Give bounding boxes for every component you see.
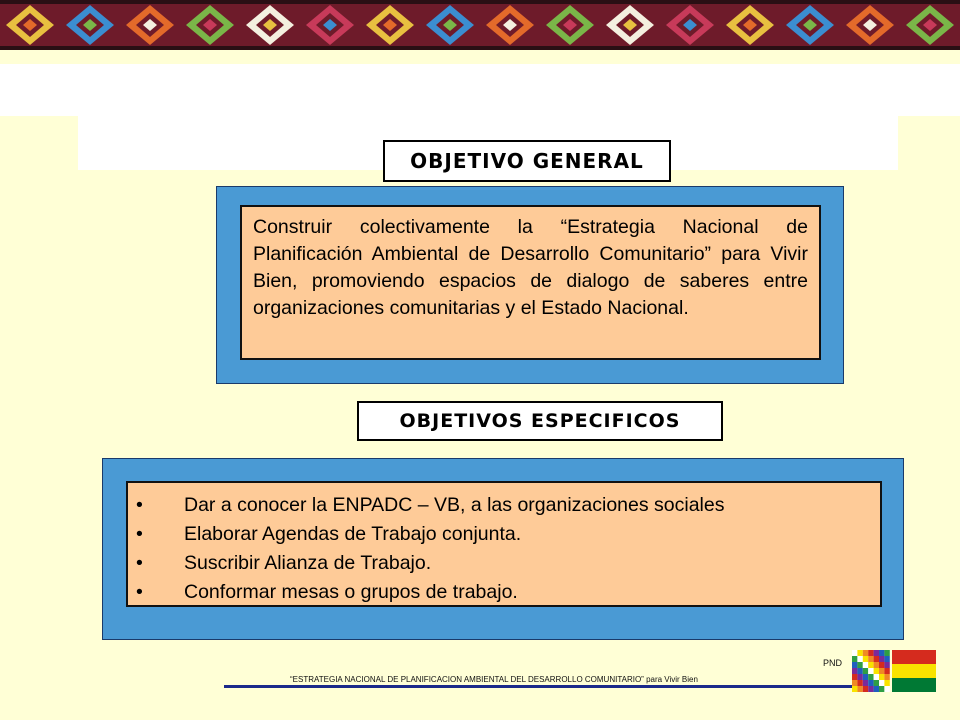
bullet: • — [136, 523, 143, 545]
list-item — [128, 549, 880, 578]
footer-pnd-label: PND — [822, 658, 842, 668]
bullet: • — [136, 552, 143, 574]
wiphala-bolivia-flag-icon — [852, 648, 938, 694]
andean-textile-banner — [0, 0, 960, 50]
objetivos-especificos-title: OBJETIVOS ESPECIFICOS — [357, 401, 723, 441]
list-item-text: Dar a conocer la ENPADC – VB, a las organizaciones sociales — [184, 494, 725, 516]
list-item-text: Elaborar Agendas de Trabajo conjunta. — [184, 523, 522, 545]
objetivo-general-title: OBJETIVO GENERAL — [383, 140, 671, 182]
header-band — [0, 64, 960, 116]
list-item-text: Conformar mesas o grupos de trabajo. — [184, 581, 518, 603]
list-item — [128, 491, 880, 520]
list-item — [128, 520, 880, 549]
objetivos-especificos-list — [128, 491, 880, 607]
footer-divider — [224, 685, 854, 688]
list-item-text: Suscribir Alianza de Trabajo. — [184, 552, 432, 574]
objetivo-general-text: Construir colectivamente la “Estrategia Nacional de Planificación Ambiental de Desarrollo Comunitario” para Vivir Bien, promoviendo espacios de dialogo de saberes entre organizaciones comunitarias y el Estado Nacional. — [240, 205, 821, 360]
bullet: • — [136, 494, 143, 516]
list-item — [128, 578, 880, 607]
objetivos-especificos-list-box — [126, 481, 882, 607]
bullet: • — [136, 581, 143, 603]
footer-strategy-text: “ESTRATEGIA NACIONAL DE PLANIFICACION AMBIENTAL DEL DESARROLLO COMUNITARIO” para Vivir Bien — [290, 675, 698, 684]
